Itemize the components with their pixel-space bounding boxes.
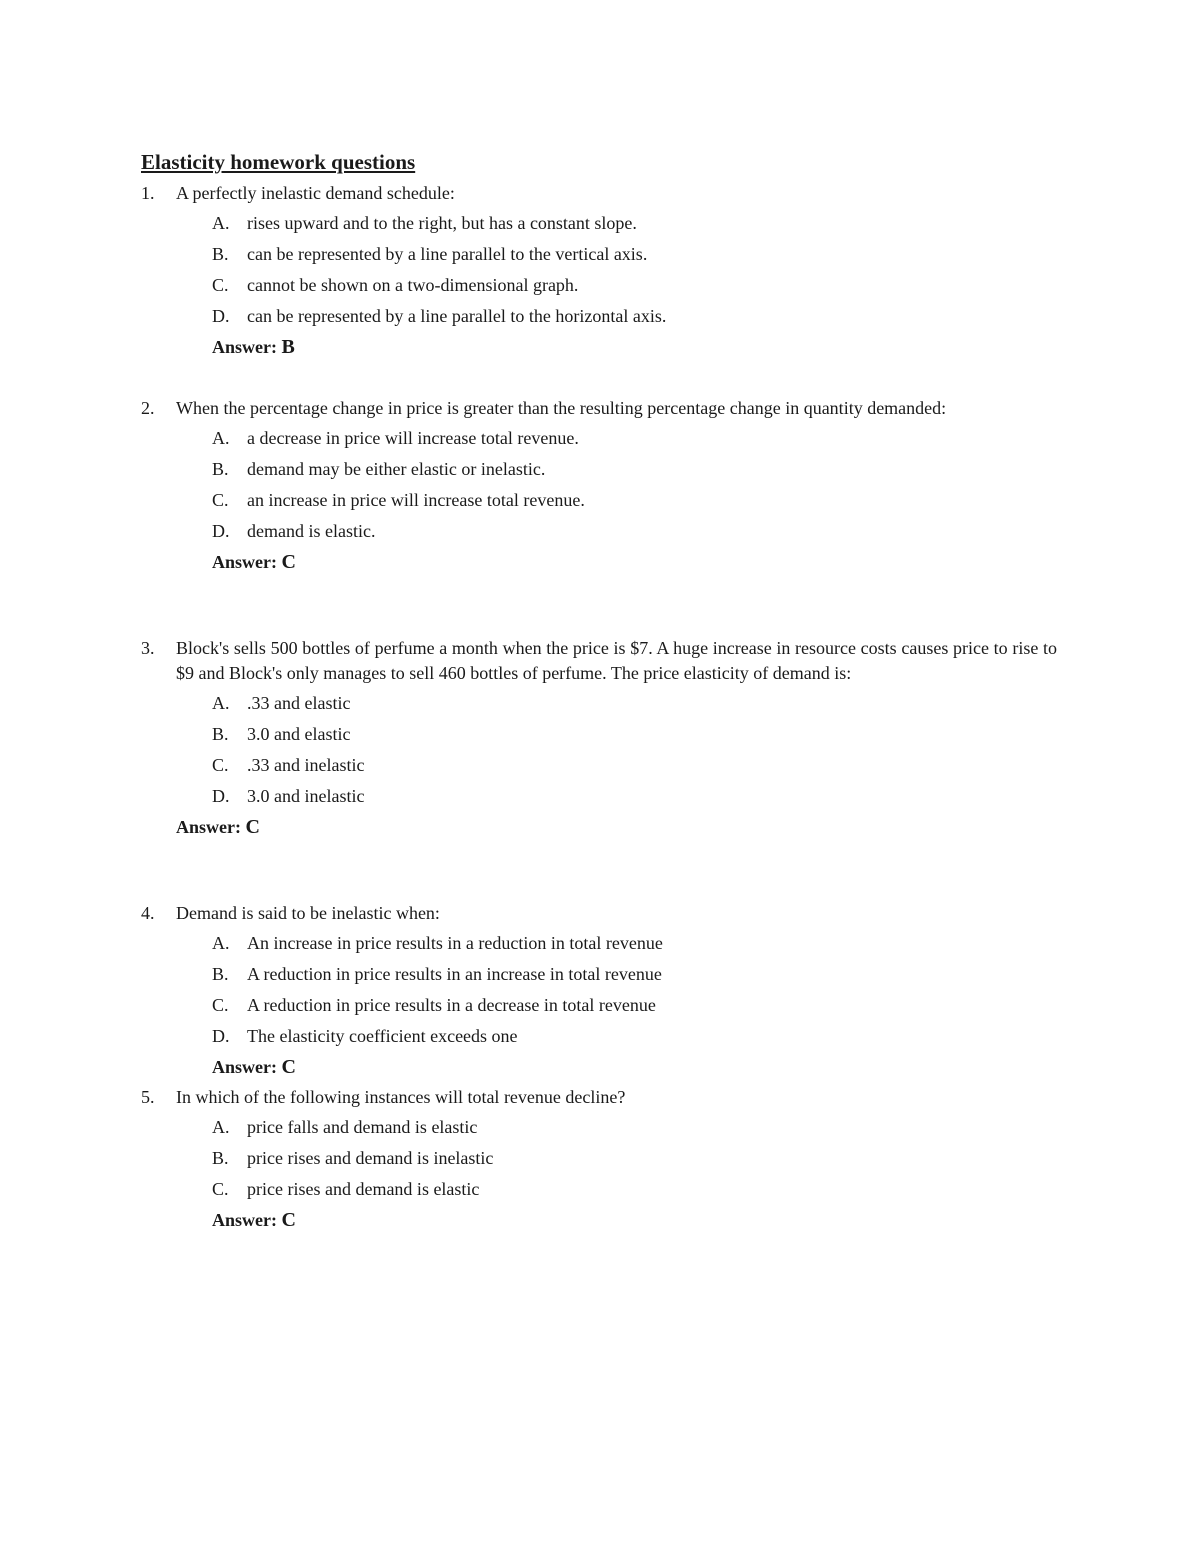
option-text: price falls and demand is elastic (247, 1117, 478, 1137)
option-letter: D. (212, 1026, 230, 1046)
option-text: .33 and inelastic (247, 755, 365, 775)
option-a (141, 931, 1057, 962)
question-1 (141, 181, 1057, 365)
option-text: 3.0 and elastic (247, 724, 351, 744)
question-text: A perfectly inelastic demand schedule: (176, 183, 455, 203)
option-letter: A. (212, 693, 230, 713)
option-text: .33 and elastic (247, 693, 351, 713)
option-letter: C. (212, 755, 229, 775)
answer-line (176, 815, 1057, 845)
option-text: A reduction in price results in a decrease in total revenue (247, 995, 656, 1015)
answer-label: Answer: (212, 1210, 277, 1230)
option-d (141, 519, 1057, 550)
question-text: Demand is said to be inelastic when: (176, 903, 440, 923)
answer-line (212, 550, 1057, 580)
option-b (141, 242, 1057, 273)
option-c (141, 273, 1057, 304)
option-a (141, 1115, 1057, 1146)
option-letter: A. (212, 933, 230, 953)
option-text: a decrease in price will increase total revenue. (247, 428, 579, 448)
answer-line (212, 1208, 1057, 1238)
question-text: Block's sells 500 bottles of perfume a month when the price is $7. A huge increase in resource costs causes price to rise to $9 and Block's only manages to sell 460 bottles of perfume. The price elasticity of demand is: (176, 638, 1057, 683)
answer-value: C (281, 1056, 296, 1078)
option-c (141, 993, 1057, 1024)
option-d (141, 784, 1057, 815)
option-b (141, 1146, 1057, 1177)
question-text: In which of the following instances will total revenue decline? (176, 1087, 626, 1107)
option-letter: B. (212, 724, 229, 744)
answer-value: C (281, 1209, 296, 1231)
answer-label: Answer: (212, 1057, 277, 1077)
option-letter: D. (212, 521, 230, 541)
option-d (141, 1024, 1057, 1055)
option-c (141, 753, 1057, 784)
option-letter: B. (212, 1148, 229, 1168)
option-letter: C. (212, 995, 229, 1015)
option-text: A reduction in price results in an increase in total revenue (247, 964, 662, 984)
option-text: demand may be either elastic or inelastic. (247, 459, 546, 479)
question-number: 3. (141, 638, 155, 658)
document-title: Elasticity homework questions (141, 150, 416, 174)
question-number: 2. (141, 398, 155, 418)
answer-label: Answer: (212, 337, 277, 357)
option-b (141, 722, 1057, 753)
option-d (141, 304, 1057, 335)
option-c (141, 1177, 1057, 1208)
option-b (141, 457, 1057, 488)
option-letter: B. (212, 459, 229, 479)
answer-line (212, 1055, 1057, 1085)
option-text: can be represented by a line parallel to the vertical axis. (247, 244, 648, 264)
option-letter: C. (212, 275, 229, 295)
question-3 (141, 636, 1057, 845)
option-list (141, 426, 1057, 550)
option-text: price rises and demand is inelastic (247, 1148, 494, 1168)
option-letter: A. (212, 428, 230, 448)
option-text: The elasticity coefficient exceeds one (247, 1026, 518, 1046)
option-text: rises upward and to the right, but has a constant slope. (247, 213, 637, 233)
option-letter: D. (212, 306, 230, 326)
answer-value: C (245, 816, 260, 838)
question-2 (141, 396, 1057, 580)
option-text: price rises and demand is elastic (247, 1179, 480, 1199)
question-4 (141, 901, 1057, 1085)
option-list (141, 211, 1057, 335)
option-a (141, 211, 1057, 242)
option-letter: C. (212, 490, 229, 510)
answer-label: Answer: (212, 552, 277, 572)
option-list (141, 931, 1057, 1055)
option-b (141, 962, 1057, 993)
question-number: 5. (141, 1087, 155, 1107)
option-a (141, 426, 1057, 457)
question-number: 1. (141, 183, 155, 203)
option-letter: A. (212, 213, 230, 233)
option-list (141, 1115, 1057, 1208)
option-letter: A. (212, 1117, 230, 1137)
answer-label: Answer: (176, 817, 241, 837)
option-text: An increase in price results in a reduction in total revenue (247, 933, 663, 953)
option-text: cannot be shown on a two-dimensional graph. (247, 275, 579, 295)
question-text: When the percentage change in price is greater than the resulting percentage change in quantity demanded: (176, 398, 947, 418)
option-text: demand is elastic. (247, 521, 376, 541)
option-list (141, 691, 1057, 815)
answer-value: C (281, 551, 296, 573)
question-number: 4. (141, 903, 155, 923)
option-text: 3.0 and inelastic (247, 786, 365, 806)
option-text: can be represented by a line parallel to the horizontal axis. (247, 306, 667, 326)
option-letter: D. (212, 786, 230, 806)
question-5 (141, 1085, 1057, 1238)
option-letter: B. (212, 964, 229, 984)
option-letter: C. (212, 1179, 229, 1199)
option-c (141, 488, 1057, 519)
option-text: an increase in price will increase total revenue. (247, 490, 585, 510)
option-a (141, 691, 1057, 722)
option-letter: B. (212, 244, 229, 264)
answer-value: B (281, 336, 295, 358)
answer-line (212, 335, 1057, 365)
